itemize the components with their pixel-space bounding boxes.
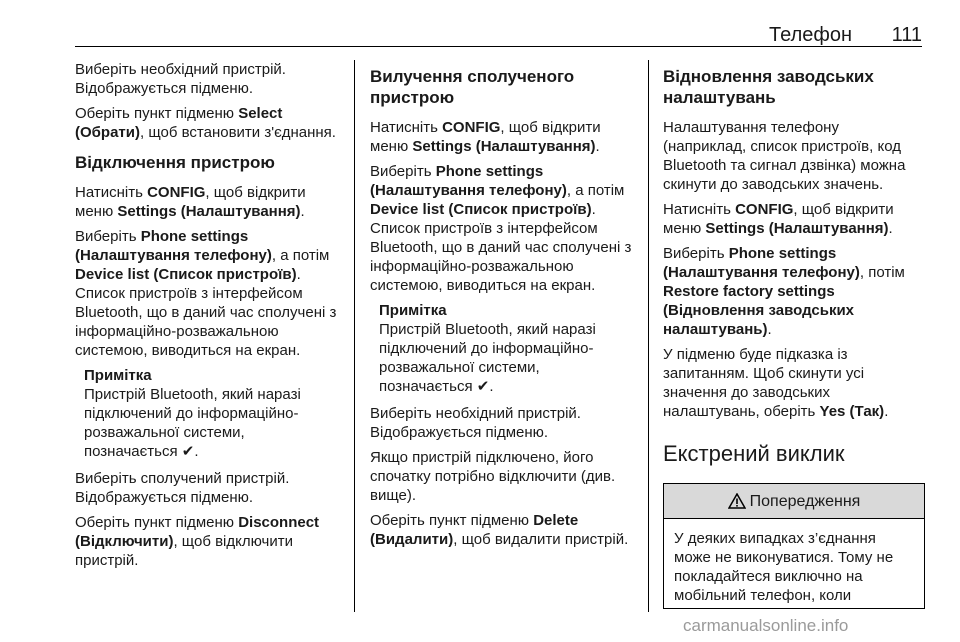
page-number: 111: [891, 24, 922, 46]
paragraph: Виберіть Phone settings (Налаштування телефону), потім Restore factory settings (Відновлення заводських налаштувань).: [663, 245, 905, 338]
paragraph: Натисніть CONFIG, щоб відкрити меню Settings (Налаштування).: [75, 184, 306, 220]
warning-text: У деяких випадках з’єднання може не виконуватися. Тому не покладайтеся виключно на мобільний телефон, коли: [674, 530, 894, 604]
paragraph: Оберіть пункт підменю Select (Обрати), щоб встановити з'єднання.: [75, 105, 336, 141]
column-divider: [354, 60, 355, 612]
note-title: Примітка: [84, 367, 152, 384]
warning-title: Попередження: [749, 492, 861, 510]
section-title: Екстрений виклик: [663, 441, 845, 466]
section-heading: Вилучення сполученого пристрою: [370, 67, 575, 107]
note: [370, 301, 635, 396]
paragraph: У підменю буде підказка із запитанням. Щоб скинути усі значення до заводських налаштувань, оберіть Yes (Так).: [663, 346, 889, 420]
paragraph: Оберіть пункт підменю Disconnect (Відключити), щоб відключити пристрій.: [75, 514, 320, 569]
paragraph: Виберіть Phone settings (Налаштування телефону), а потім Device list (Список пристроїв). Список пристроїв з інтерфейсом Bluetooth, що в даний час сполучені з інформаційно-розважальною системою, виводиться на екран.: [75, 228, 337, 359]
section-heading: Відновлення заводських налаштувань: [663, 67, 874, 107]
warning-icon: [728, 493, 746, 509]
page-header: [75, 22, 922, 47]
note-text: Пристрій Bluetooth, який наразі підключений до інформаційно-розважальної системи, позначається ✔.: [379, 321, 596, 395]
paragraph: Натисніть CONFIG, щоб відкрити меню Settings (Налаштування).: [370, 119, 601, 155]
paragraph: Натисніть CONFIG, щоб відкрити меню Settings (Налаштування).: [663, 201, 894, 237]
page-title: Телефон: [769, 24, 852, 46]
paragraph: Виберіть сполучений пристрій. Відображується підменю.: [75, 470, 290, 506]
paragraph: Виберіть Phone settings (Налаштування телефону), а потім Device list (Список пристроїв). Список пристроїв з інтерфейсом Bluetooth, що в даний час сполучені з інформаційно-розважальною системою, виводиться на екран.: [370, 163, 632, 294]
warning-header: [664, 484, 924, 519]
paragraph: Якщо пристрій підключено, його спочатку потрібно відключити (див. вище).: [370, 449, 616, 504]
warning-box: [663, 483, 925, 609]
column-2: [370, 60, 635, 555]
note: [75, 366, 341, 461]
note-text: Пристрій Bluetooth, який наразі підключений до інформаційно-розважальної системи, позначається ✔.: [84, 386, 301, 460]
paragraph: Виберіть необхідний пристрій. Відображується підменю.: [75, 61, 286, 97]
note-title: Примітка: [379, 302, 447, 319]
watermark: carmanualsonline.info: [683, 616, 849, 635]
paragraph: Налаштування телефону (наприклад, список пристроїв, код Bluetooth та сигнал дзвінка) можна скинути до заводських значень.: [663, 119, 906, 193]
paragraph: Оберіть пункт підменю Delete (Видалити), щоб видалити пристрій.: [370, 512, 629, 548]
section-heading: Відключення пристрою: [75, 153, 275, 172]
paragraph: Виберіть необхідний пристрій. Відображується підменю.: [370, 405, 581, 441]
column-1: [75, 60, 341, 576]
column-3: [663, 60, 925, 609]
column-divider: [648, 60, 649, 612]
